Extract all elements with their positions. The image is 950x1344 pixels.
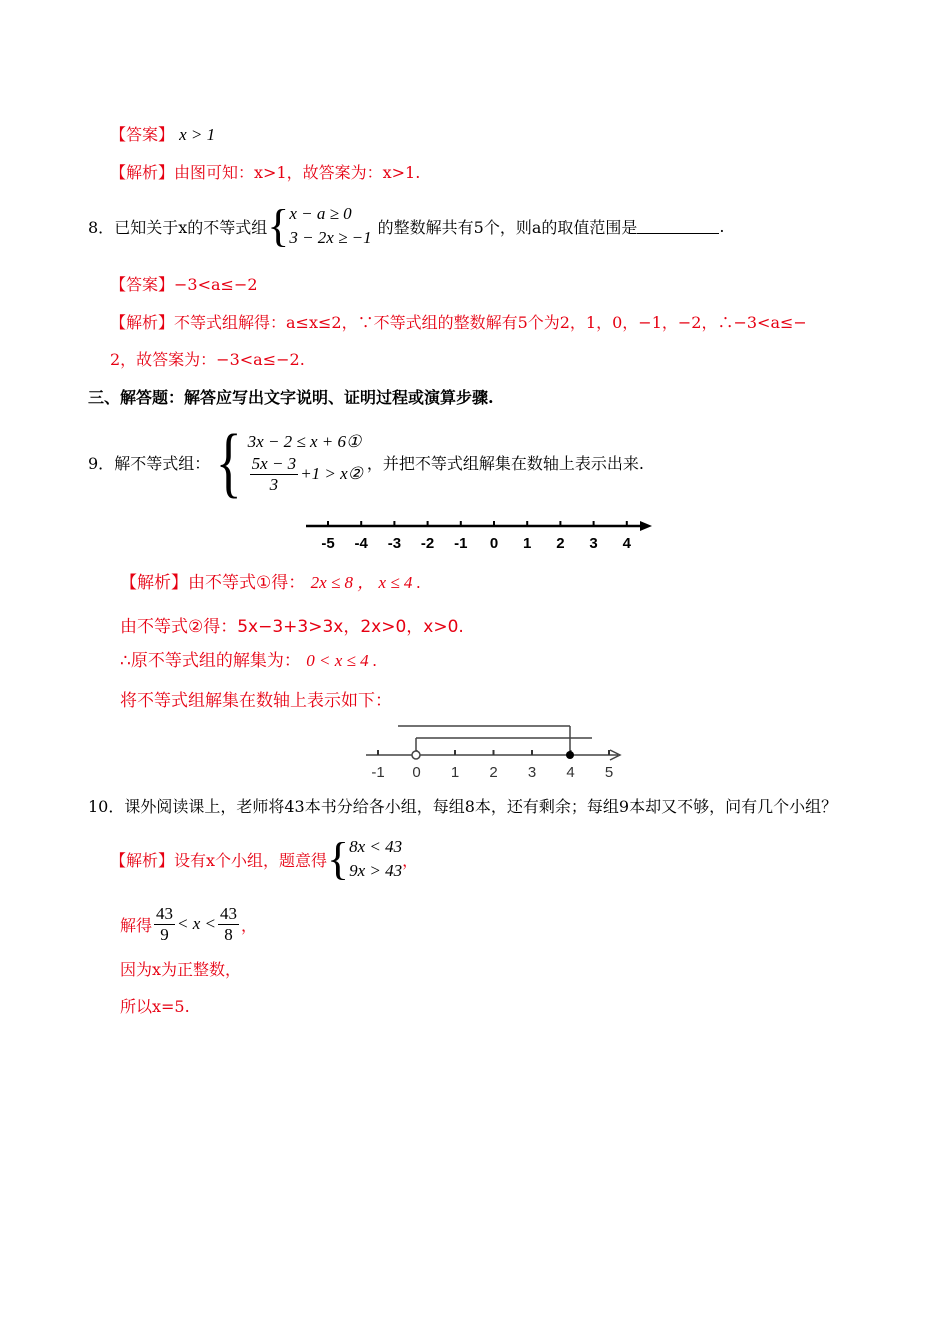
axis-arrow xyxy=(640,521,652,531)
answer-tag: 【答案】 xyxy=(110,125,175,144)
q9-analysis-step3 xyxy=(120,646,377,671)
axis-tick-label: 2 xyxy=(556,535,565,552)
q9-step3-math: 0 < x ≤ 4 . xyxy=(306,651,378,670)
q8-system-line2: 3 − 2x ≥ −1 xyxy=(289,228,372,247)
q9-suffix: ，并把不等式组解集在数轴上表示出来. xyxy=(366,453,645,473)
axis-tick-label: 0 xyxy=(412,764,421,781)
q8-answer-blank xyxy=(637,219,719,234)
q10-text: 课外阅读课上，老师将43本书分给各小组，每组8本，还有剩余；每组9本却又不够，问有几个小组？ xyxy=(124,797,838,816)
q10-question xyxy=(88,794,837,817)
q10-solve-end: ， xyxy=(241,915,258,935)
q10-solve-prefix: 解得 xyxy=(120,915,153,935)
q10-integer-line: 因为x为正整数， xyxy=(120,960,242,979)
q9-step1-text: 由不等式①得： xyxy=(188,573,306,593)
axis-tick-label: 5 xyxy=(604,764,614,781)
q10-analysis-prefix: 设有x个小组，题意得 xyxy=(174,850,328,870)
analysis-tag: 【解析】 xyxy=(110,313,175,332)
axis-tick-label: -1 xyxy=(454,535,468,552)
q9-analysis-step2: 由不等式②得：5x−3+3>3x，2x>0，x>0. xyxy=(120,617,464,637)
axis-tick-label: 2 xyxy=(489,764,498,781)
q10-number: 10． xyxy=(88,797,125,816)
axis-tick-label: -2 xyxy=(420,535,435,552)
axis-tick-label: 4 xyxy=(622,535,631,552)
brace: { xyxy=(327,833,350,884)
analysis-tag: 【解析】 xyxy=(110,850,175,870)
q9-system-line2: +1 > x② xyxy=(300,464,363,483)
q9-step3-text: ∴原不等式组的解集为： xyxy=(120,651,301,671)
axis-tick-label: -3 xyxy=(387,535,402,552)
q10-solve-mid: < x < xyxy=(177,914,217,933)
q8-answer-line xyxy=(110,272,258,295)
axis-tick-label: 0 xyxy=(489,535,499,552)
q9-prefix: 解不等式组： xyxy=(114,453,211,473)
q7-analysis: 由图可知：x>1，故答案为：x>1. xyxy=(174,163,421,182)
q9-analysis-step4: 将不等式组解集在数轴上表示如下： xyxy=(120,691,392,711)
answer-tag: 【答案】 xyxy=(110,275,175,294)
axis-tick-label: -5 xyxy=(321,535,335,552)
q9-system-line1: 3x − 2 ≤ x + 6① xyxy=(247,431,362,451)
q9-question xyxy=(88,420,644,504)
brace: { xyxy=(215,418,243,505)
open-point-zero xyxy=(412,751,420,759)
q9-frac-num: 5x − 3 xyxy=(251,453,297,473)
q9-system xyxy=(210,418,363,505)
q10-system-line2: 9x > 43 xyxy=(349,861,403,880)
q8-prefix: 已知关于x的不等式组 xyxy=(114,217,268,237)
closed-point-four xyxy=(566,751,574,759)
axis-tick-label: 1 xyxy=(523,535,532,552)
q9-frac-den: 3 xyxy=(269,474,279,494)
axis-tick-label: 1 xyxy=(450,764,460,781)
axis-tick-label: 3 xyxy=(589,535,598,552)
analysis-tag: 【解析】 xyxy=(110,163,175,182)
q7-answer: x > 1 xyxy=(179,125,216,144)
q8-end: . xyxy=(719,216,725,236)
q8-analysis-line1 xyxy=(110,310,807,333)
q8-question xyxy=(88,200,724,252)
q10-comma: ， xyxy=(402,850,419,870)
axis-tick-label: 3 xyxy=(527,764,537,781)
q9-step1-math: 2x ≤ 8 ， x ≤ 4 . xyxy=(310,573,421,592)
q9-number-line xyxy=(300,512,660,556)
q9-number: 9． xyxy=(88,453,115,473)
q7-analysis-line xyxy=(110,160,420,183)
section3-title: 三、解答题：解答应写出文字说明、证明过程或演算步骤. xyxy=(88,388,494,407)
brace: { xyxy=(267,200,290,251)
q9-analysis-step1 xyxy=(120,568,421,593)
q8-analysis1: 不等式组解得：a≤x≤2，∵不等式组的整数解有5个为2，1，0，−1，−2，∴−3<a≤− xyxy=(174,313,807,332)
q10-frac1-num: 43 xyxy=(156,903,174,923)
q8-suffix: 的整数解共有5个，则a的取值范围是 xyxy=(377,217,638,237)
q8-answer: −3<a≤−2 xyxy=(174,275,258,294)
q10-frac2-den: 8 xyxy=(224,924,233,944)
q7-answer-line xyxy=(110,122,215,145)
axis-tick-label: -1 xyxy=(371,764,385,781)
q10-frac2-num: 43 xyxy=(220,903,238,923)
q9-solution-number-line xyxy=(360,718,630,782)
q10-analysis-line1 xyxy=(110,832,418,886)
q8-system-line1: x − a ≥ 0 xyxy=(289,204,352,223)
axis-tick-label: -4 xyxy=(354,535,368,552)
q8-number: 8． xyxy=(88,217,115,237)
q10-solve-line xyxy=(120,900,257,948)
q8-analysis-line2: 2，故答案为：−3<a≤−2. xyxy=(110,350,305,369)
axis-tick-label: 4 xyxy=(566,764,575,781)
q10-final-line: 所以x=5. xyxy=(120,997,190,1016)
q10-system-line1: 8x < 43 xyxy=(349,837,403,856)
q8-system xyxy=(267,202,371,250)
q10-frac1-den: 9 xyxy=(160,924,169,944)
q10-system xyxy=(327,835,402,883)
analysis-tag: 【解析】 xyxy=(120,573,188,593)
